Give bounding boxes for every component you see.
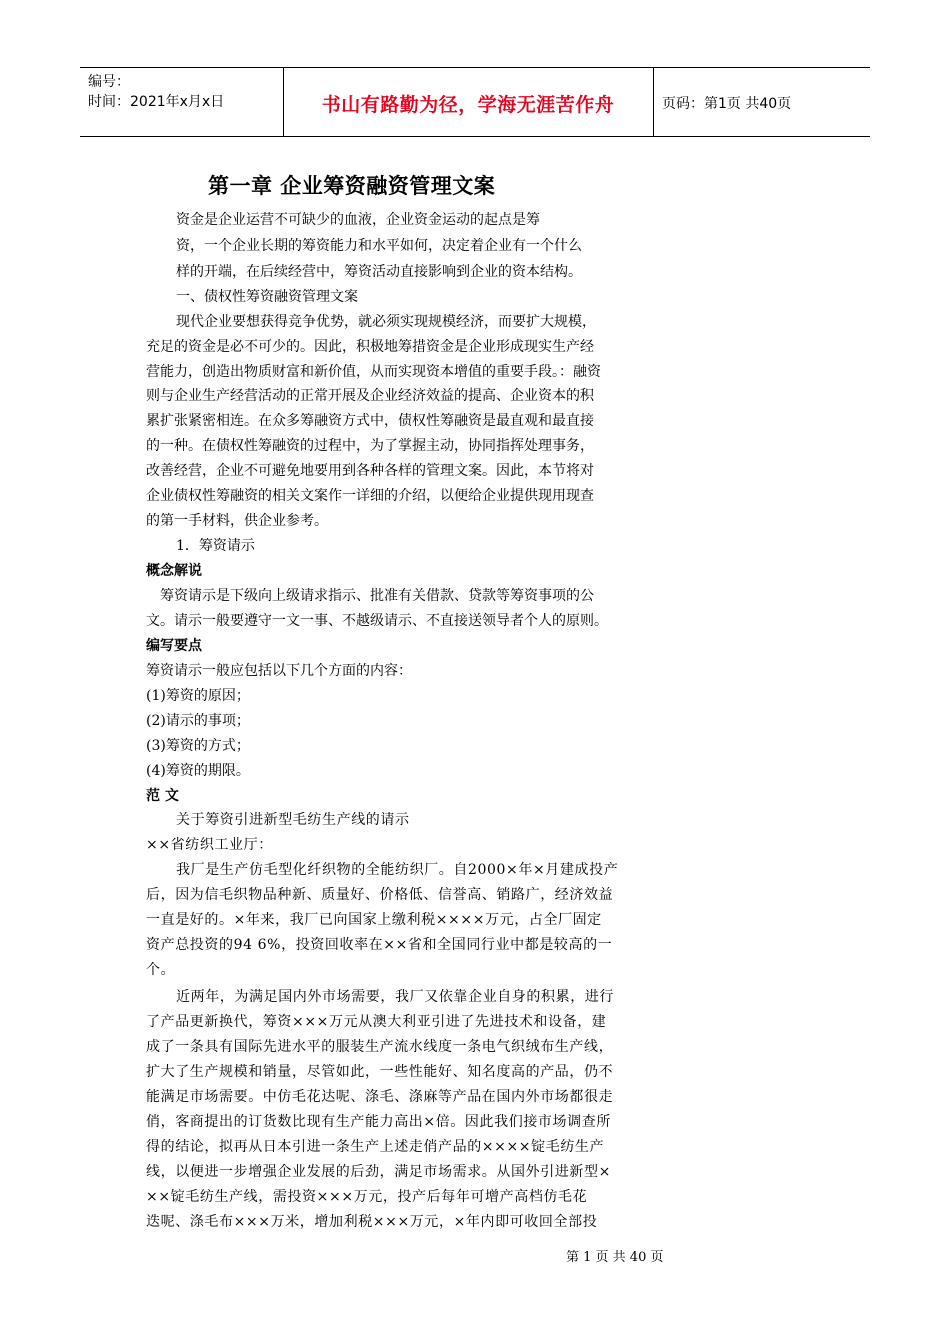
- sample-addressee: ××省纺织工业厅：: [146, 837, 273, 853]
- sample-para2-line: 成了一条具有国际先进水平的服装生产流水线度一条电气织绒布生产线，: [146, 1039, 614, 1055]
- section1-line: 营能力，创造出物质财富和新价值，从而实现资本增值的重要手段。：融资: [146, 364, 601, 380]
- sample-para2-line: 线，以便进一步增强企业发展的后劲，满足市场需求。从国外引进新型×: [146, 1164, 611, 1180]
- sample-para2-line: 得的结论，拟再从日本引进一条生产上述走俏产品的××××锭毛纺生产: [146, 1139, 605, 1155]
- sample-para1-line: 一直是好的。×年来，我厂已向国家上缴利税××××万元，占全厂固定: [146, 912, 602, 928]
- section1-line: 企业债权性筹融资的相关文案作一详细的介绍，以便给企业提供现用现查: [146, 488, 594, 504]
- sample-para2-line: 扩大了生产规模和销量，尽管如此，一些性能好、知名度高的产品，仍不: [146, 1064, 614, 1080]
- writing-intro: 筹资请示一般应包括以下几个方面的内容：: [146, 663, 412, 679]
- writing-item: (4)筹资的期限。: [146, 763, 250, 779]
- section1-line: 的一种。在债权性筹融资的过程中，为了掌握主动，协同指挥处理事务，: [146, 438, 594, 454]
- section1-line: 充足的资金是必不可少的。因此，积极地筹措资金是企业形成现实生产经: [146, 339, 594, 355]
- page-header: [80, 67, 870, 137]
- header-date-label: 时间：2021年x月x日: [88, 94, 225, 110]
- section1-line: 现代企业要想获得竞争优势，就必须实现规模经济，而要扩大规模，: [176, 314, 596, 330]
- sample-title: 关于筹资引进新型毛纺生产线的请示: [176, 812, 410, 828]
- item1-heading: 1．筹资请示: [176, 538, 255, 554]
- intro-line: 资，一个企业长期的筹资能力和水平如何，决定着企业有一个什么: [176, 238, 582, 254]
- chapter-title: 第一章 企业筹资融资管理文案: [208, 174, 496, 198]
- section1-heading: 一、债权性筹资融资管理文案: [176, 289, 358, 305]
- concept-line: 文。请示一般要遵守一文一事、不越级请示、不直接送领导者个人的原则。: [146, 613, 608, 629]
- section1-line: 累扩张紧密相连。在众多筹融资方式中，债权性筹融资是最直观和最直接: [146, 413, 594, 429]
- sample-para1-line: 我厂是生产仿毛型化纤织物的全能纺织厂。自2000×年×月建成投产: [176, 862, 619, 878]
- sample-para2-line: 俏，客商提出的订货数比现有生产能力高出×倍。因此我们接市场调查所: [146, 1114, 611, 1130]
- intro-line: 样的开端，在后续经营中，筹资活动直接影响到企业的资本结构。: [176, 264, 582, 280]
- sample-para1-line: 后，因为信毛织物品种新、质量好、价格低、信誉高、销路广，经济效益: [146, 887, 614, 903]
- header-motto: 书山有路勤为径，学海无涯苦作舟: [321, 94, 615, 116]
- section1-line: 的第一手材料，供企业参考。: [146, 513, 328, 529]
- header-number-label: 编号：: [88, 74, 130, 90]
- header-divider-2: [653, 68, 654, 136]
- intro-line: 资金是企业运营不可缺少的血液，企业资金运动的起点是筹: [176, 212, 540, 228]
- sample-para2-line: 近两年，为满足国内外市场需要，我厂又依靠企业自身的积累，进行: [176, 989, 614, 1005]
- header-page-info: 页码：第1页 共40页: [662, 96, 792, 112]
- sample-heading: 范 文: [146, 788, 179, 804]
- writing-item: (1)筹资的原因；: [146, 688, 250, 704]
- sample-para2-line: ××锭毛纺生产线，需投资×××万元，投产后每年可增产高档仿毛花: [146, 1189, 588, 1205]
- sample-para2-line: 能满足市场需要。中仿毛花达呢、涤毛、涤麻等产品在国内外市场都很走: [146, 1089, 614, 1105]
- writing-heading: 编写要点: [146, 638, 202, 654]
- sample-para2-line: 了产品更新换代，筹资×××万元从澳大利亚引进了先进技术和设备，建: [146, 1014, 607, 1030]
- sample-para1-line: 个。: [146, 962, 176, 978]
- page-footer: 第 1 页 共 40 页: [566, 1250, 664, 1265]
- sample-para2-line: 迭呢、涤毛布×××万米，增加利税×××万元，×年内即可收回全部投: [146, 1214, 598, 1230]
- writing-item: (2)请示的事项；: [146, 713, 250, 729]
- section1-line: 则与企业生产经营活动的正常开展及企业经济效益的提高、企业资本的积: [146, 388, 594, 404]
- header-meta: [88, 72, 224, 112]
- concept-line: 筹资请示是下级向上级请求指示、批准有关借款、贷款等筹资事项的公: [160, 588, 594, 604]
- sample-para1-line: 资产总投资的94 6%，投资回收率在××省和全国同行业中都是较高的一: [146, 937, 613, 953]
- section1-line: 改善经营，企业不可避免地要用到各种各样的管理文案。因此，本节将对: [146, 463, 594, 479]
- concept-heading: 概念解说: [146, 563, 202, 579]
- writing-item: (3)筹资的方式；: [146, 738, 250, 754]
